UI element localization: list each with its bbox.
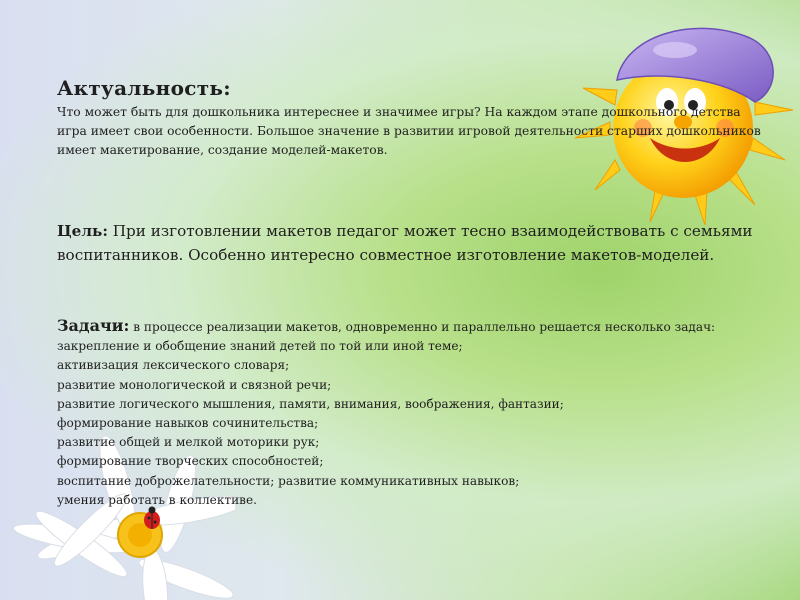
relevance-heading: Актуальность: xyxy=(57,76,231,100)
relevance-text: Что может быть для дошкольника интереснее и значимее игры? На каждом этапе дошкольного детства игра имеет свои особенности. Большое значение в развитии игровой деятельности старших дошкольников имеет макетирование, создание моделей-макетов. xyxy=(57,105,761,157)
goal-paragraph xyxy=(57,219,767,267)
task-item: развитие логического мышления, памяти, внимания, воображения, фантазии; xyxy=(57,396,564,411)
task-item: формирование навыков сочинительства; xyxy=(57,416,319,431)
goal-label: Цель: xyxy=(57,222,108,240)
task-item: умения работать в коллективе. xyxy=(57,492,257,507)
task-item: воспитание доброжелательности; развитие коммуникативных навыков; xyxy=(57,473,520,488)
task-item: развитие монологической и связной речи; xyxy=(57,377,332,392)
task-item: развитие общей и мелкой моторики рук; xyxy=(57,435,320,450)
tasks-label: Задачи: xyxy=(57,316,130,335)
task-item: закрепление и обобщение знаний детей по той или иной теме; xyxy=(57,339,463,354)
tasks-intro: в процессе реализации макетов, одновременно и параллельно решается несколько задач: xyxy=(129,320,716,334)
tasks-block xyxy=(57,316,772,510)
goal-text: При изготовлении макетов педагог может тесно взаимодействовать с семьями воспитанников. Особенно интересно совместное изготовление макетов-моделей. xyxy=(57,222,753,264)
task-item: активизация лексического словаря; xyxy=(57,358,290,373)
task-item: формирование творческих способностей; xyxy=(57,454,324,469)
